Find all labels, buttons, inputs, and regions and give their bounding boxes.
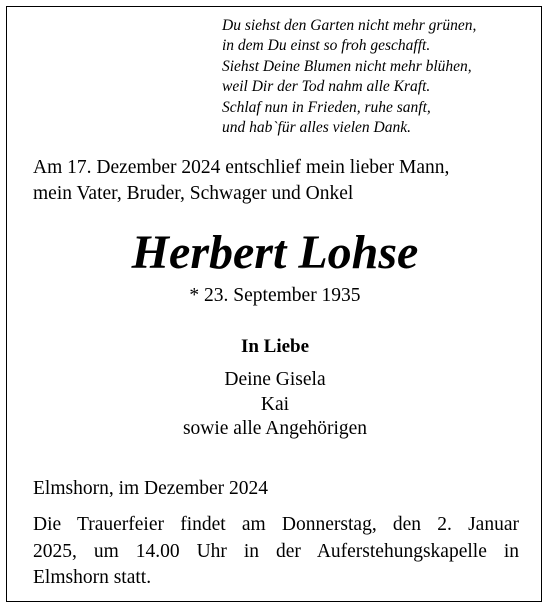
intro-line: mein Vater, Bruder, Schwager und Onkel bbox=[33, 183, 354, 204]
mourner-name: sowie alle Angehörigen bbox=[182, 418, 368, 439]
funeral-line: 2025, um 14.00 Uhr in der Auferstehungskapelle in bbox=[33, 540, 519, 562]
poem-line: und hab`für alles vielen Dank. bbox=[222, 119, 411, 137]
poem-line: Du siehst den Garten nicht mehr grünen, bbox=[222, 17, 477, 34]
funeral-line: Die Trauerfeier findet am Donnerstag, den 2. Januar bbox=[33, 514, 519, 535]
poem-line: Siehst Deine Blumen nicht mehr blühen, bbox=[222, 57, 472, 75]
poem-line: weil Dir der Tod nahm alle Kraft. bbox=[222, 78, 431, 96]
in-liebe-heading: In Liebe bbox=[240, 336, 310, 357]
deceased-name: Herbert Lohse bbox=[131, 226, 419, 279]
funeral-info bbox=[33, 512, 519, 592]
poem bbox=[222, 16, 537, 138]
death-announcement-text bbox=[33, 155, 523, 207]
poem-line: Schlaf nun in Frieden, ruhe sanft, bbox=[222, 98, 431, 116]
funeral-line: Elmshorn statt. bbox=[33, 567, 152, 588]
birth-date: * 23. September 1935 bbox=[189, 285, 361, 306]
intro-line: Am 17. Dezember 2024 entschlief mein lieber Mann, bbox=[33, 157, 450, 178]
mourner-name: Deine Gisela bbox=[224, 369, 326, 390]
place-and-date: Elmshorn, im Dezember 2024 bbox=[33, 478, 269, 499]
mourner-name: Kai bbox=[260, 393, 290, 415]
mourners-list bbox=[0, 368, 550, 442]
poem-line: in dem Du einst so froh geschafft. bbox=[222, 37, 431, 55]
